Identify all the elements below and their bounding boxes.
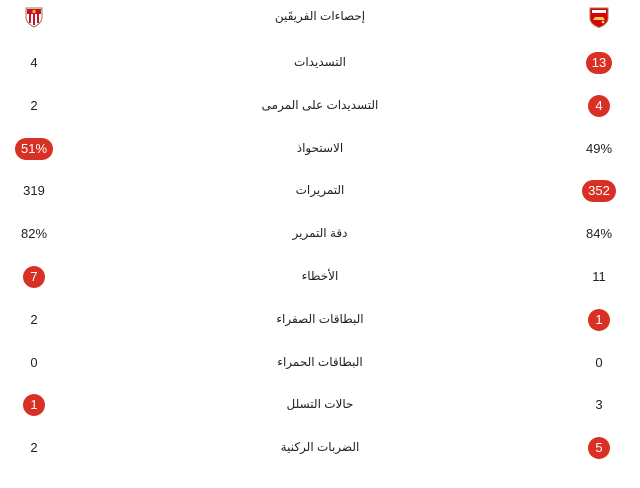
stat-row-corners [0, 426, 640, 469]
away-value: 84% [585, 226, 613, 242]
away-value: 11 [592, 268, 606, 284]
stat-label: التسديدات [294, 55, 346, 69]
stat-label: التسديدات على المرمى [261, 97, 379, 112]
home-value: 1 [9, 394, 59, 416]
home-value: 319 [23, 183, 45, 199]
stat-row-yellow-cards [0, 298, 640, 341]
home-value: 82% [20, 226, 48, 242]
home-value: 0 [30, 354, 38, 370]
stat-row-passes [0, 169, 640, 212]
sunderland-crest-icon[interactable] [22, 5, 46, 29]
away-value: 13 [574, 52, 624, 74]
stat-label: الضربات الركنية [280, 440, 360, 455]
stat-label: التمريرات [295, 183, 345, 198]
home-value: 2 [30, 440, 38, 456]
stats-header [0, 0, 640, 36]
header-title: إحصاءات الفريقَين [274, 9, 366, 23]
away-value: 0 [595, 354, 603, 370]
home-value: 2 [30, 97, 38, 113]
home-value: 51% [9, 138, 59, 160]
stat-row-pass-accuracy [0, 212, 640, 255]
away-value: 5 [574, 437, 624, 459]
stats-list [0, 41, 640, 469]
stat-row-red-cards [0, 341, 640, 384]
stat-row-offsides [0, 383, 640, 426]
home-value: 2 [30, 311, 38, 327]
home-value: 7 [9, 266, 59, 288]
stat-row-shots-on-target [0, 84, 640, 127]
away-value: 1 [574, 309, 624, 331]
stat-row-possession [0, 127, 640, 170]
stat-label: الاستحواذ [296, 140, 344, 155]
stat-row-shots [0, 41, 640, 84]
away-value: 4 [574, 95, 624, 117]
away-value: 352 [574, 180, 624, 202]
stat-label: البطاقات الحمراء [277, 354, 363, 369]
stat-label: الأخطاء [301, 268, 339, 283]
away-value: 3 [595, 397, 603, 413]
home-value: 4 [30, 55, 38, 70]
stat-row-fouls [0, 255, 640, 298]
away-value: 49% [585, 140, 613, 156]
arsenal-crest-icon[interactable] [587, 5, 611, 29]
stat-label: دقة التمرير [292, 226, 348, 241]
stat-label: حالات التسلل [286, 397, 354, 412]
stat-label: البطاقات الصفراء [276, 311, 364, 326]
